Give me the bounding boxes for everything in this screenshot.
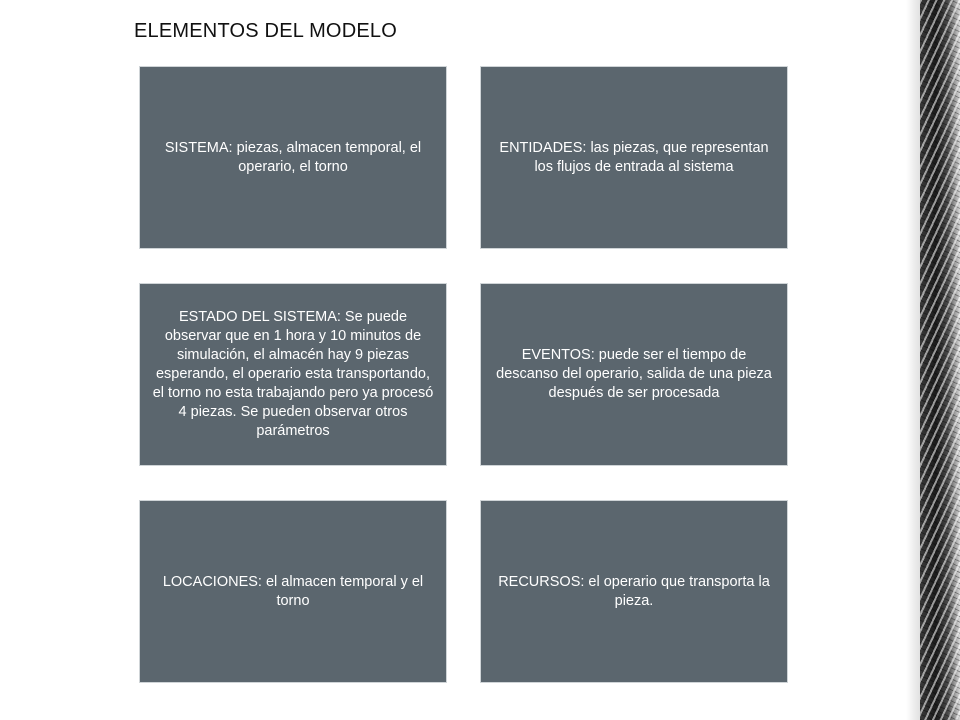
box-eventos [480,283,788,466]
decorative-edge-texture [920,0,960,720]
box-recursos-text: RECURSOS: el operario que transporta la pieza. [498,573,770,609]
box-recursos [480,500,788,683]
box-eventos-text: EVENTOS: puede ser el tiempo de descanso del operario, salida de una pieza después de ser procesada [496,347,772,401]
box-locaciones-text: LOCACIONES: el almacen temporal y el torno [162,573,424,609]
edge-shadow [906,0,920,720]
box-entidades [480,66,788,249]
box-entidades-text: ENTIDADES: las piezas, que representan los flujos de entrada al sistema [499,139,769,175]
box-sistema [139,66,447,249]
box-estado-del-sistema [139,283,447,466]
box-estado-text: ESTADO DEL SISTEMA: Se puede observar que en 1 hora y 10 minutos de simulación, el almacén hay 9 piezas esperando, el operario esta transportando, el torno no esta trabajando pero ya procesó 4 piezas. Se pueden observar otros parámetros [152,309,434,439]
box-sistema-text: SISTEMA: piezas, almacen temporal, el operario, el torno [164,139,422,175]
box-locaciones [139,500,447,683]
slide-title: ELEMENTOS DEL MODELO [134,20,397,42]
